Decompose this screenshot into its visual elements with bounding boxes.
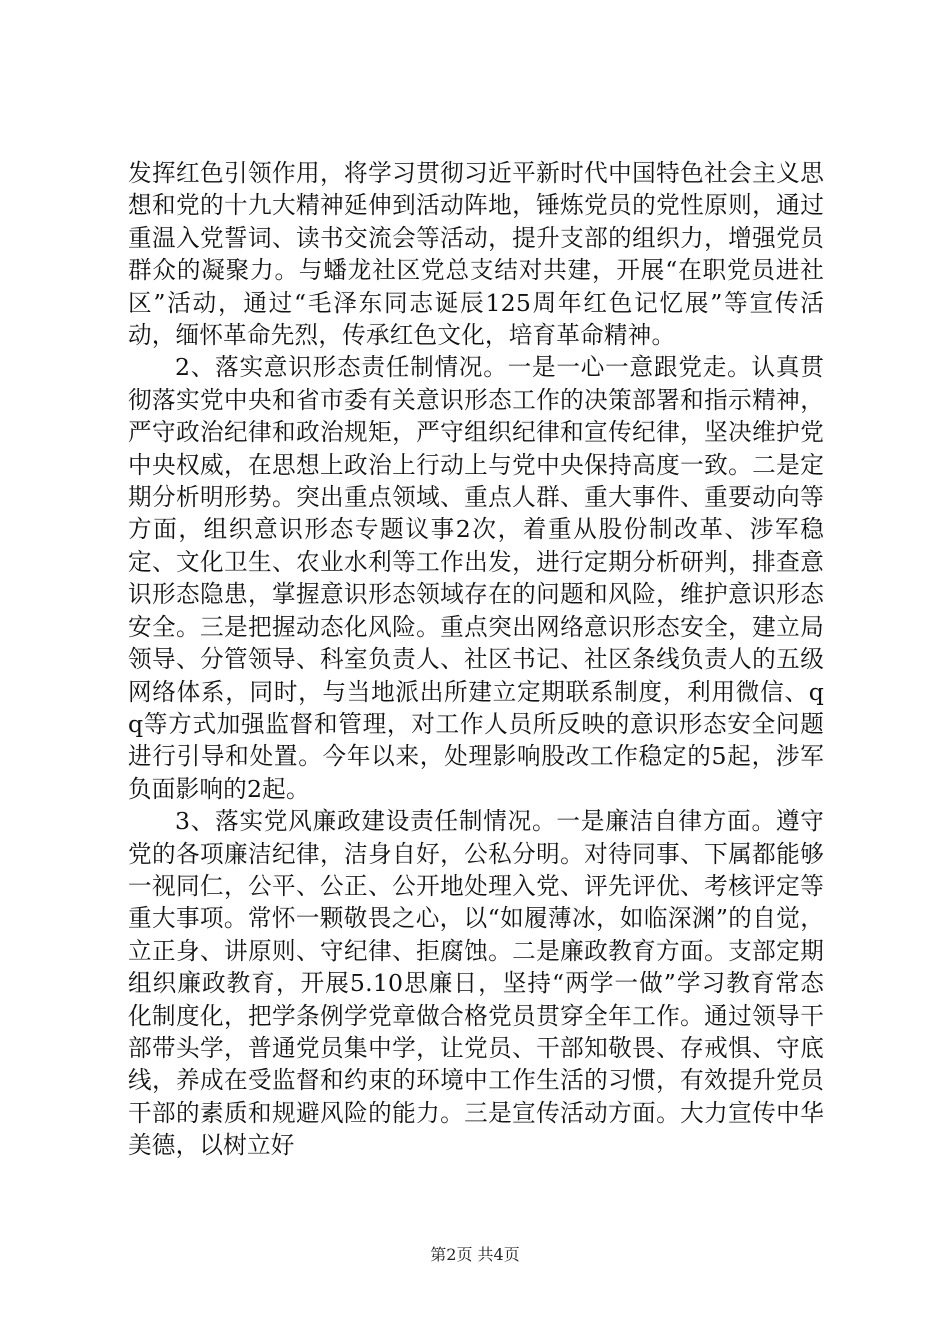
document-body [128,157,824,1162]
paragraph-3: 3、落实党风廉政建设责任制情况。一是廉洁自律方面。遵守党的各项廉洁纪律，洁身自好，公私分明。对待同事、下属都能够一视同仁，公平、公正、公开地处理入党、评先评优、考核评定等重大事项。常怀一颗敬畏之心，以“如履薄冰，如临深渊”的自觉，立正身、讲原则、守纪律、拒腐蚀。二是廉政教育方面。支部定期组织廉政教育，开展5.10思廉日，坚持“两学一做”学习教育常态化制度化，把学条例学党章做合格党员贯穿全年工作。通过领导干部带头学，普通党员集中学，让党员、干部知敬畏、存戒惧、守底线，养成在受监督和约束的环境中工作生活的习惯，有效提升党员干部的素质和规避风险的能力。三是宣传活动方面。大力宣传中华美德，以树立好 [128,807,824,1160]
paragraph-2: 2、落实意识形态责任制情况。一是一心一意跟党走。认真贯彻落实党中央和省市委有关意识形态工作的决策部署和指示精神，严守政治纪律和政治规矩，严守组织纪律和宣传纪律，坚决维护党中央权威，在思想上政治上行动上与党中央保持高度一致。二是定期分析明形势。突出重点领域、重点人群、重大事件、重要动向等方面，组织意识形态专题议事2次，着重从股份制改革、涉军稳定、文化卫生、农业水利等工作出发，进行定期分析研判，排查意识形态隐患，掌握意识形态领域存在的问题和风险，维护意识形态安全。三是把握动态化风险。重点突出网络意识形态安全，建立局领导、分管领导、科室负责人、社区书记、社区条线负责人的五级网络体系，同时，与当地派出所建立定期联系制度，利用微信、qq等方式加强监督和管理，对工作人员所反映的意识形态安全问题进行引导和处置。今年以来，处理影响股改工作稳定的5起，涉军负面影响的2起。 [128,353,824,803]
paragraph-1: 发挥红色引领作用，将学习贯彻习近平新时代中国特色社会主义思想和党的十九大精神延伸到活动阵地，锤炼党员的党性原则，通过重温入党誓词、读书交流会等活动，提升支部的组织力，增强党员群众的凝聚力。与蟠龙社区党总支结对共建，开展“在职党员进社区”活动，通过“毛泽东同志诞辰125周年红色记忆展”等宣传活动，缅怀革命先烈，传承红色文化，培育革命精神。 [128,159,824,350]
page-footer: 第2页 共4页 [430,1245,520,1264]
